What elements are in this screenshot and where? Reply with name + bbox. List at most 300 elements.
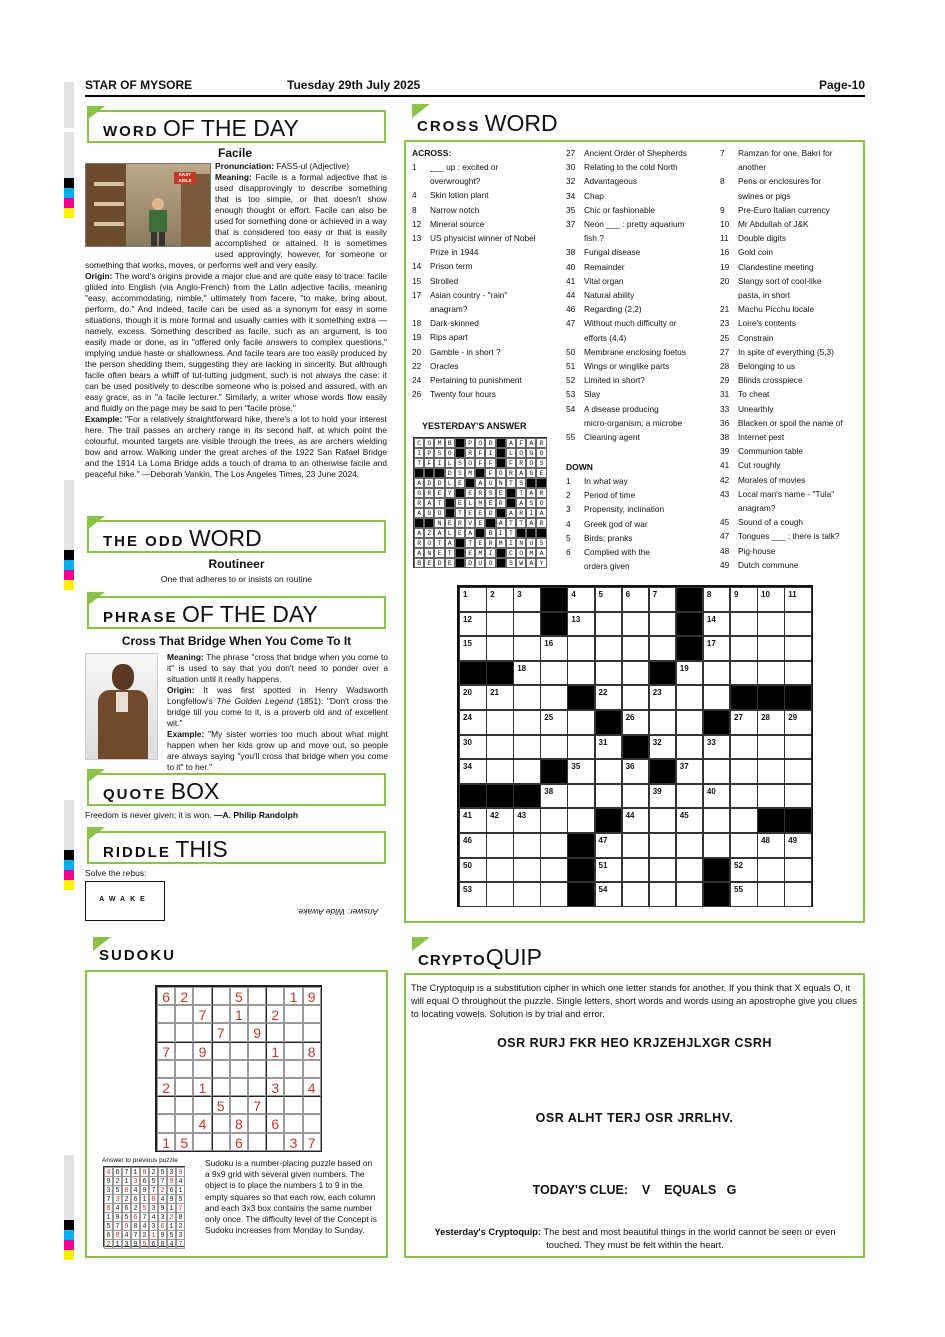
grid-cell[interactable] [757, 858, 785, 883]
grid-cell[interactable] [649, 882, 677, 907]
grid-cell[interactable] [513, 685, 541, 710]
sudoku-cell[interactable] [157, 1096, 175, 1114]
sudoku-cell[interactable] [303, 1114, 321, 1132]
sudoku-cell[interactable] [212, 1005, 230, 1023]
sudoku-cell[interactable] [175, 1078, 193, 1096]
sudoku-cell[interactable] [248, 1060, 266, 1078]
sudoku-cell[interactable] [212, 1133, 230, 1151]
grid-cell[interactable] [649, 858, 677, 883]
answer-cell: R [424, 488, 434, 498]
grid-cell[interactable]: 52 [730, 858, 758, 883]
previous-answer-cell: 2 [131, 1203, 140, 1213]
grid-cell[interactable] [676, 833, 704, 858]
grid-cell[interactable] [486, 710, 514, 735]
grid-cell[interactable]: 6 [622, 587, 650, 612]
grid-cell[interactable] [513, 710, 541, 735]
clue-item: 43 Local man's name - "Tula" [720, 488, 835, 499]
block-cell [459, 661, 487, 686]
grid-cell[interactable]: 43 [513, 808, 541, 833]
sudoku-cell[interactable] [284, 1005, 302, 1023]
grid-cell[interactable] [486, 858, 514, 883]
sudoku-cell[interactable] [157, 1005, 175, 1023]
sudoku-cell[interactable] [193, 1060, 211, 1078]
sudoku-cell[interactable] [212, 987, 230, 1005]
grid-cell[interactable] [486, 833, 514, 858]
previous-answer-cell: 5 [104, 1221, 113, 1231]
grid-cell[interactable]: 7 [649, 587, 677, 612]
clue-item: 32 Advantageous [566, 176, 638, 187]
sudoku-cell[interactable] [193, 1133, 211, 1151]
grid-cell[interactable] [784, 735, 812, 760]
answer-cell: E [445, 558, 455, 568]
block-cell [730, 685, 758, 710]
clue-item: 40 Remainder [566, 261, 625, 272]
sudoku-cell[interactable] [303, 1005, 321, 1023]
grid-cell[interactable] [784, 784, 812, 809]
grid-cell[interactable] [757, 784, 785, 809]
grid-cell[interactable] [757, 636, 785, 661]
sudoku-cell[interactable] [230, 1042, 248, 1060]
grid-cell[interactable]: 23 [649, 685, 677, 710]
sudoku-cell[interactable] [303, 1023, 321, 1041]
grid-cell[interactable]: 51 [595, 858, 623, 883]
grid-cell[interactable] [676, 685, 704, 710]
grid-cell[interactable] [676, 858, 704, 883]
previous-answer-cell: 9 [158, 1230, 167, 1240]
sudoku-cell: 6 [230, 1133, 248, 1151]
grid-cell[interactable]: 37 [676, 759, 704, 784]
grid-cell[interactable] [622, 784, 650, 809]
sudoku-cell[interactable] [230, 1078, 248, 1096]
title-small: CRYPTO [418, 952, 486, 969]
previous-answer-cell: 6 [131, 1212, 140, 1222]
previous-answer-cell: 9 [158, 1203, 167, 1213]
sudoku-cell[interactable] [157, 1114, 175, 1132]
grid-cell[interactable] [622, 661, 650, 686]
down-label: DOWN [566, 462, 593, 472]
answer-cell: Z [424, 528, 434, 538]
grid-cell[interactable] [567, 661, 595, 686]
grid-cell[interactable] [676, 882, 704, 907]
answer-cell: O [445, 448, 455, 458]
sudoku-cell[interactable] [212, 1114, 230, 1132]
grid-cell[interactable] [540, 661, 568, 686]
answer-cell: N [496, 478, 506, 488]
grid-cell[interactable] [513, 735, 541, 760]
grid-cell[interactable] [784, 661, 812, 686]
answer-cell: F [516, 438, 526, 448]
clue-item: 17 Asian country - "rain" [412, 289, 508, 300]
block-cell [513, 784, 541, 809]
grid-cell[interactable] [595, 759, 623, 784]
grid-cell[interactable]: 4 [567, 587, 595, 612]
odd-word-definition: One that adheres to or insists on routine [160, 574, 313, 584]
sudoku-cell[interactable] [266, 1023, 284, 1041]
sudoku-cell[interactable] [266, 987, 284, 1005]
grid-cell[interactable] [730, 784, 758, 809]
word-of-day-title-box [87, 110, 386, 143]
answer-cell: L [465, 498, 475, 508]
answer-cell [465, 478, 475, 488]
answer-cell: D [434, 558, 444, 568]
grid-cell[interactable]: 38 [540, 784, 568, 809]
sudoku-cell[interactable] [248, 1114, 266, 1132]
sudoku-cell[interactable] [284, 1114, 302, 1132]
answer-cell: T [516, 518, 526, 528]
grid-cell[interactable]: 48 [757, 833, 785, 858]
cryptoquip-line1: OSR RURJ FKR HEO KRJZEHJLXGR CSRH [497, 1036, 772, 1050]
clue-item: 22 Oracles [412, 360, 459, 371]
grid-cell[interactable]: 39 [649, 784, 677, 809]
sudoku-cell[interactable] [230, 1060, 248, 1078]
grid-cell[interactable] [622, 858, 650, 883]
grid-cell[interactable]: 33 [703, 735, 731, 760]
grid-cell[interactable]: 18 [513, 661, 541, 686]
answer-cell: U [485, 478, 495, 488]
answer-cell [526, 478, 536, 488]
grid-cell[interactable]: 26 [622, 710, 650, 735]
grid-cell[interactable]: 45 [676, 808, 704, 833]
previous-answer-cell: 1 [149, 1230, 158, 1240]
answer-cell [455, 558, 465, 568]
previous-answer-cell: 9 [176, 1167, 185, 1177]
grid-cell[interactable]: 15 [459, 636, 487, 661]
grid-cell[interactable] [703, 685, 731, 710]
sudoku-cell: 3 [266, 1078, 284, 1096]
sudoku-cell: 7 [212, 1023, 230, 1041]
previous-answer-cell: 7 [104, 1194, 113, 1204]
clue-item: 5 Birds; pranks [566, 532, 633, 543]
grid-cell[interactable]: 29 [784, 710, 812, 735]
grid-cell[interactable] [540, 858, 568, 883]
grid-cell[interactable]: 22 [595, 685, 623, 710]
grid-cell[interactable]: 5 [595, 587, 623, 612]
sudoku-cell[interactable] [266, 1133, 284, 1151]
previous-answer-cell: 2 [113, 1176, 122, 1186]
sudoku-cell: 4 [303, 1078, 321, 1096]
grid-cell[interactable] [676, 735, 704, 760]
sudoku-cell[interactable] [175, 1005, 193, 1023]
block-cell [703, 710, 731, 735]
grid-cell[interactable] [540, 685, 568, 710]
clue-item: another [738, 162, 767, 173]
sudoku-cell[interactable] [230, 1023, 248, 1041]
grid-cell[interactable]: 34 [459, 759, 487, 784]
answer-cell: S [536, 458, 546, 468]
grid-cell[interactable] [595, 784, 623, 809]
sudoku-cell[interactable] [175, 1060, 193, 1078]
grid-cell[interactable] [486, 735, 514, 760]
across-clues-col1 [412, 160, 560, 401]
previous-answer-cell: 8 [104, 1203, 113, 1213]
grid-cell[interactable]: 24 [459, 710, 487, 735]
grid-cell[interactable] [676, 784, 704, 809]
sudoku-cell[interactable] [175, 1114, 193, 1132]
grid-cell[interactable]: 17 [703, 636, 731, 661]
sudoku-cell: 1 [157, 1133, 175, 1151]
grid-cell[interactable] [757, 735, 785, 760]
grid-cell[interactable] [595, 612, 623, 637]
block-cell [459, 784, 487, 809]
grid-cell[interactable] [540, 808, 568, 833]
grid-cell[interactable] [567, 735, 595, 760]
answer-cell: R [506, 468, 516, 478]
sudoku-cell: 3 [284, 1133, 302, 1151]
grid-cell[interactable]: 13 [567, 612, 595, 637]
sudoku-cell[interactable] [230, 1096, 248, 1114]
answer-cell [455, 538, 465, 548]
sudoku-cell[interactable] [157, 1060, 175, 1078]
grid-cell[interactable]: 35 [567, 759, 595, 784]
grid-cell[interactable] [703, 759, 731, 784]
previous-answer-cell: 1 [167, 1221, 176, 1231]
answer-cell [496, 438, 506, 448]
clue-item: 33 Unearthly [720, 403, 774, 414]
grid-cell[interactable] [757, 759, 785, 784]
riddle-prompt: Solve the rebus: [85, 868, 147, 878]
grid-cell[interactable]: 44 [622, 808, 650, 833]
grid-cell[interactable] [757, 882, 785, 907]
across-label: ACROSS: [412, 148, 452, 158]
grid-cell[interactable] [513, 636, 541, 661]
sudoku-cell: 9 [248, 1023, 266, 1041]
grid-cell[interactable] [622, 833, 650, 858]
sudoku-cell[interactable] [284, 1060, 302, 1078]
answer-cell: S [434, 448, 444, 458]
grid-cell[interactable] [540, 833, 568, 858]
grid-cell[interactable] [649, 710, 677, 735]
grid-cell[interactable]: 31 [595, 735, 623, 760]
grid-cell[interactable] [730, 833, 758, 858]
previous-answer-cell: 7 [140, 1212, 149, 1222]
sudoku-cell[interactable] [266, 1060, 284, 1078]
grid-cell[interactable] [513, 759, 541, 784]
grid-cell[interactable] [757, 612, 785, 637]
grid-cell[interactable] [540, 735, 568, 760]
grid-cell[interactable]: 47 [595, 833, 623, 858]
sudoku-cell[interactable] [303, 1060, 321, 1078]
grid-cell[interactable]: 19 [676, 661, 704, 686]
answer-cell: A [506, 508, 516, 518]
registration-marks [64, 1155, 74, 1260]
grid-cell[interactable]: 30 [459, 735, 487, 760]
title-small: RIDDLE [103, 844, 171, 861]
grid-cell[interactable]: 3 [513, 587, 541, 612]
sudoku-cell[interactable] [212, 1060, 230, 1078]
sudoku-cell[interactable] [266, 1096, 284, 1114]
sudoku-cell[interactable] [193, 1096, 211, 1114]
grid-cell[interactable]: 10 [757, 587, 785, 612]
grid-cell[interactable] [540, 882, 568, 907]
word-of-day-pronunciation: Pronunciation: FASS-ul (Adjective) [215, 161, 350, 171]
sudoku-cell[interactable] [248, 1042, 266, 1060]
grid-cell[interactable] [784, 759, 812, 784]
grid-cell[interactable] [730, 612, 758, 637]
grid-cell[interactable] [595, 636, 623, 661]
grid-cell[interactable]: 41 [459, 808, 487, 833]
sudoku-cell[interactable] [175, 1096, 193, 1114]
grid-cell[interactable] [784, 612, 812, 637]
block-cell [540, 612, 568, 637]
grid-cell[interactable] [730, 735, 758, 760]
grid-cell[interactable] [567, 784, 595, 809]
clue-item: 39 Communion table [720, 446, 804, 457]
previous-answer-cell: 1 [113, 1239, 122, 1249]
grid-cell[interactable] [676, 710, 704, 735]
grid-cell[interactable] [513, 858, 541, 883]
grid-cell[interactable] [622, 612, 650, 637]
grid-cell[interactable] [649, 833, 677, 858]
grid-cell[interactable]: 40 [703, 784, 731, 809]
sudoku-cell[interactable] [284, 1023, 302, 1041]
answer-cell: R [475, 488, 485, 498]
grid-cell[interactable] [486, 612, 514, 637]
previous-answer-cell: 2 [176, 1221, 185, 1231]
grid-cell[interactable] [730, 661, 758, 686]
grid-cell[interactable]: 25 [540, 710, 568, 735]
grid-cell[interactable] [622, 882, 650, 907]
sudoku-cell[interactable] [303, 1096, 321, 1114]
answer-cell: E [424, 558, 434, 568]
grid-cell[interactable] [513, 833, 541, 858]
answer-cell: I [485, 548, 495, 558]
title-small: WORD [103, 123, 159, 140]
grid-cell[interactable] [486, 636, 514, 661]
answer-cell: F [424, 458, 434, 468]
grid-cell[interactable] [595, 661, 623, 686]
sudoku-cell[interactable] [284, 1078, 302, 1096]
grid-cell[interactable] [622, 636, 650, 661]
grid-cell[interactable] [784, 882, 812, 907]
answer-cell: E [434, 548, 444, 558]
grid-cell[interactable]: 14 [703, 612, 731, 637]
answer-cell: Y [536, 558, 546, 568]
sudoku-cell[interactable] [248, 987, 266, 1005]
answer-cell: A [536, 508, 546, 518]
grid-cell[interactable]: 8 [703, 587, 731, 612]
previous-answer-cell: 8 [167, 1176, 176, 1186]
grid-cell[interactable]: 21 [486, 685, 514, 710]
grid-cell[interactable] [649, 636, 677, 661]
cryptoquip-clue: TODAY'S CLUE: V EQUALS G [532, 1183, 737, 1197]
grid-cell[interactable] [703, 833, 731, 858]
clue-item: 1 In what way [566, 476, 628, 486]
clue-item: 38 Fungal disease [566, 247, 641, 258]
answer-cell: A [516, 498, 526, 508]
grid-cell[interactable]: 9 [730, 587, 758, 612]
grid-cell[interactable]: 20 [459, 685, 487, 710]
sudoku-cell: 1 [193, 1078, 211, 1096]
grid-cell[interactable] [513, 612, 541, 637]
grid-cell[interactable]: 53 [459, 882, 487, 907]
sudoku-cell: 7 [303, 1133, 321, 1151]
answer-cell: E [475, 538, 485, 548]
sudoku-cell[interactable] [248, 1133, 266, 1151]
clue-item: 53 Slay [566, 389, 601, 400]
answer-cell: A [526, 518, 536, 528]
across-clues-col2 [566, 146, 716, 444]
grid-cell[interactable]: 27 [730, 710, 758, 735]
grid-cell[interactable] [730, 808, 758, 833]
grid-cell[interactable]: 36 [622, 759, 650, 784]
answer-cell: T [434, 538, 444, 548]
sudoku-cell[interactable] [284, 1096, 302, 1114]
previous-answer-cell: 3 [149, 1203, 158, 1213]
sudoku-cell[interactable] [284, 1042, 302, 1060]
grid-cell[interactable]: 16 [540, 636, 568, 661]
grid-cell[interactable]: 12 [459, 612, 487, 637]
grid-cell[interactable]: 49 [784, 833, 812, 858]
grid-cell[interactable]: 1 [459, 587, 487, 612]
grid-cell[interactable] [703, 808, 731, 833]
clue-item: 1 ___ up : excited or [412, 162, 499, 172]
sudoku-cell[interactable] [175, 1023, 193, 1041]
grid-cell[interactable] [567, 710, 595, 735]
answer-cell: C [506, 548, 516, 558]
sudoku-cell[interactable] [193, 987, 211, 1005]
grid-cell[interactable] [757, 661, 785, 686]
grid-cell[interactable] [513, 882, 541, 907]
title-small: QUOTE [103, 786, 167, 803]
sudoku-cell[interactable] [248, 1005, 266, 1023]
answer-cell: M [526, 548, 536, 558]
sudoku-cell[interactable] [157, 1023, 175, 1041]
grid-cell[interactable] [622, 685, 650, 710]
answer-cell [526, 528, 536, 538]
grid-cell[interactable] [730, 636, 758, 661]
grid-cell[interactable]: 55 [730, 882, 758, 907]
previous-answer-cell: 9 [104, 1176, 113, 1186]
grid-cell[interactable] [703, 661, 731, 686]
grid-cell[interactable] [784, 858, 812, 883]
answer-cell: E [475, 508, 485, 518]
grid-cell[interactable] [649, 612, 677, 637]
answer-cell: D [485, 438, 495, 448]
grid-cell[interactable] [730, 759, 758, 784]
grid-cell[interactable] [567, 808, 595, 833]
grid-cell[interactable] [486, 882, 514, 907]
grid-cell[interactable] [486, 759, 514, 784]
grid-cell[interactable] [784, 636, 812, 661]
sudoku-cell[interactable] [248, 1078, 266, 1096]
previous-answer-cell: 6 [140, 1176, 149, 1186]
answer-cell: A [526, 438, 536, 448]
grid-cell[interactable]: 28 [757, 710, 785, 735]
grid-cell[interactable] [567, 636, 595, 661]
grid-cell[interactable]: 54 [595, 882, 623, 907]
answer-cell: D [424, 478, 434, 488]
grid-cell[interactable]: 2 [486, 587, 514, 612]
clue-item: 35 Chic or fashionable [566, 204, 656, 215]
grid-cell[interactable]: 46 [459, 833, 487, 858]
clue-item: Prize in 1944 [430, 247, 479, 258]
answer-cell: R [516, 508, 526, 518]
grid-cell[interactable]: 42 [486, 808, 514, 833]
grid-cell[interactable]: 11 [784, 587, 812, 612]
grid-cell[interactable] [649, 808, 677, 833]
previous-answer-cell: 4 [140, 1221, 149, 1231]
grid-cell[interactable]: 50 [459, 858, 487, 883]
sudoku-cell: 2 [175, 987, 193, 1005]
sudoku-cell[interactable] [212, 1078, 230, 1096]
sudoku-cell[interactable] [175, 1042, 193, 1060]
sudoku-cell[interactable] [212, 1042, 230, 1060]
answer-cell: O [526, 458, 536, 468]
clue-item: 18 Dark-skinned [412, 318, 479, 329]
grid-cell[interactable]: 32 [649, 735, 677, 760]
previous-answer-cell: 5 [140, 1203, 149, 1213]
sudoku-cell[interactable] [193, 1023, 211, 1041]
